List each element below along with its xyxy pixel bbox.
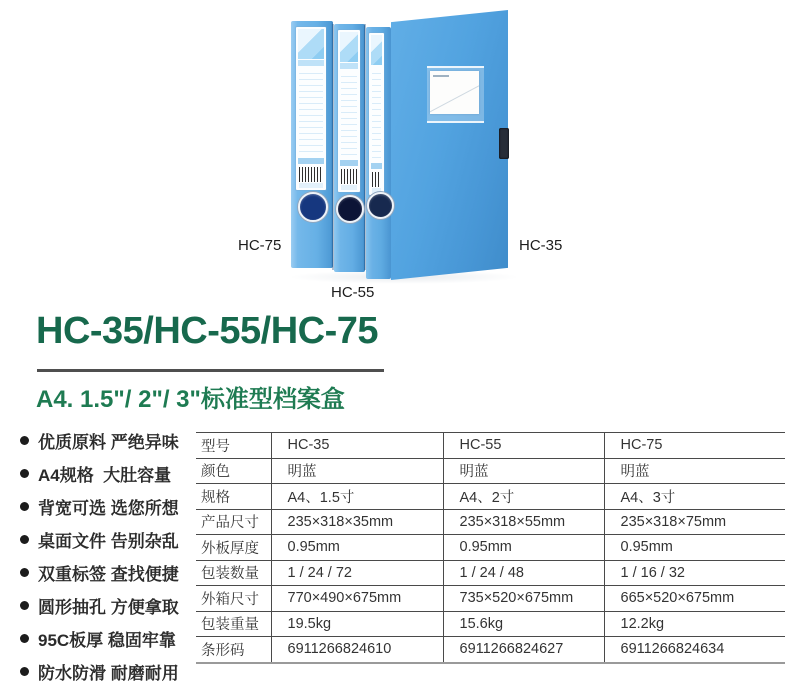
spec-cell: HC-35	[271, 433, 443, 459]
spec-cell: 12.2kg	[604, 611, 785, 637]
bullet-dot-icon	[20, 634, 29, 643]
feature-text: 桌面文件 告别杂乱	[38, 532, 179, 551]
product-image	[0, 0, 798, 310]
bullet-dot-icon	[20, 502, 29, 511]
bullet-dot-icon	[20, 436, 29, 445]
spec-cell: 235×318×75mm	[604, 509, 785, 535]
feature-text: 优质原料 严绝异味	[38, 433, 179, 452]
label-ruled-lines	[372, 68, 381, 160]
feature-item	[20, 457, 200, 490]
spec-row-label: 颜色	[196, 458, 271, 484]
barcode-icon	[372, 172, 381, 187]
spec-cell: 6911266824610	[271, 637, 443, 663]
spec-cell: 15.6kg	[443, 611, 604, 637]
table-row	[196, 637, 785, 663]
spec-cell: 明蓝	[443, 458, 604, 484]
spec-cell: 665×520×675mm	[604, 586, 785, 612]
spec-cell: 1 / 16 / 32	[604, 560, 785, 586]
label-art-icon	[340, 32, 358, 62]
spec-cell: HC-55	[443, 433, 604, 459]
spec-row-label: 外箱尺寸	[196, 586, 271, 612]
barcode-icon	[341, 169, 357, 184]
spec-cell: A4、1.5寸	[271, 484, 443, 510]
spec-cell: 明蓝	[271, 458, 443, 484]
front-label-card	[430, 71, 479, 114]
label-art-icon	[371, 35, 382, 65]
label-footer	[341, 185, 357, 190]
spec-row-label: 产品尺寸	[196, 509, 271, 535]
feature-list	[20, 424, 200, 688]
spec-cell: 235×318×55mm	[443, 509, 604, 535]
bullet-dot-icon	[20, 568, 29, 577]
card-title-line	[433, 75, 449, 77]
table-row	[196, 611, 785, 637]
table-row	[196, 484, 785, 510]
feature-item	[20, 490, 200, 523]
spine-label-strip	[296, 27, 326, 190]
spec-row-label: 包装重量	[196, 611, 271, 637]
title-divider	[37, 369, 384, 372]
spec-cell: 235×318×35mm	[271, 509, 443, 535]
finger-hole-icon	[336, 195, 364, 223]
feature-text: A4规格 大肚容量	[38, 466, 172, 485]
feature-text: 双重标签 查找便捷	[38, 565, 179, 584]
spec-table	[196, 432, 785, 664]
label-header	[340, 63, 358, 69]
feature-item	[20, 589, 200, 622]
spine-label-strip	[338, 30, 360, 192]
feature-text: 95C板厚 稳固牢靠	[38, 631, 176, 650]
spec-cell: 735×520×675mm	[443, 586, 604, 612]
label-art-icon	[298, 29, 324, 59]
label-band	[340, 160, 358, 166]
bullet-dot-icon	[20, 535, 29, 544]
box-label-hc75: HC-75	[238, 237, 282, 254]
bullet-dot-icon	[20, 667, 29, 676]
table-row	[196, 458, 785, 484]
spec-cell: 0.95mm	[604, 535, 785, 561]
spec-row-label: 规格	[196, 484, 271, 510]
finger-hole-icon	[367, 192, 394, 219]
label-footer	[299, 183, 323, 188]
table-row	[196, 509, 785, 535]
table-row	[196, 586, 785, 612]
spec-cell: 6911266824627	[443, 637, 604, 663]
file-box-hc35-front	[391, 10, 508, 280]
spec-cell: 6911266824634	[604, 637, 785, 663]
spec-cell: 1 / 24 / 72	[271, 560, 443, 586]
spec-cell: 明蓝	[604, 458, 785, 484]
feature-text: 防水防滑 耐磨耐用	[38, 664, 179, 683]
page-subtitle: A4. 1.5"/ 2"/ 3"标准型档案盒	[36, 386, 345, 413]
table-row	[196, 560, 785, 586]
label-header	[298, 60, 324, 66]
table-row	[196, 433, 785, 459]
bullet-dot-icon	[20, 601, 29, 610]
feature-text: 圆形抽孔 方便拿取	[38, 598, 179, 617]
finger-hole-icon	[298, 192, 328, 222]
spec-cell: 1 / 24 / 48	[443, 560, 604, 586]
spine-label-strip	[369, 33, 384, 195]
page-title: HC-35/HC-55/HC-75	[36, 310, 379, 352]
spec-row-label: 外板厚度	[196, 535, 271, 561]
spec-cell: 0.95mm	[271, 535, 443, 561]
spec-cell: 770×490×675mm	[271, 586, 443, 612]
spec-cell: 19.5kg	[271, 611, 443, 637]
card-crease-line	[430, 83, 479, 113]
bullet-dot-icon	[20, 469, 29, 478]
feature-text: 背宽可选 选您所想	[38, 499, 179, 518]
feature-item	[20, 655, 200, 688]
spec-cell: A4、2寸	[443, 484, 604, 510]
barcode-icon	[299, 167, 323, 182]
feature-item	[20, 523, 200, 556]
box-label-hc55: HC-55	[331, 284, 375, 301]
box-label-hc35: HC-35	[519, 237, 563, 254]
spec-cell: 0.95mm	[443, 535, 604, 561]
spec-cell: HC-75	[604, 433, 785, 459]
spec-row-label: 包装数量	[196, 560, 271, 586]
spec-row-label: 型号	[196, 433, 271, 459]
clasp-icon	[499, 128, 509, 159]
box-seam	[364, 24, 366, 270]
table-row	[196, 535, 785, 561]
spec-row-label: 条形码	[196, 637, 271, 663]
spec-cell: A4、3寸	[604, 484, 785, 510]
label-ruled-lines	[299, 68, 323, 155]
feature-item	[20, 622, 200, 655]
label-band	[298, 158, 324, 164]
box-seam	[332, 24, 334, 270]
front-label-pocket	[427, 66, 484, 123]
label-ruled-lines	[341, 71, 357, 157]
label-band	[371, 163, 382, 169]
feature-item	[20, 556, 200, 589]
feature-item	[20, 424, 200, 457]
